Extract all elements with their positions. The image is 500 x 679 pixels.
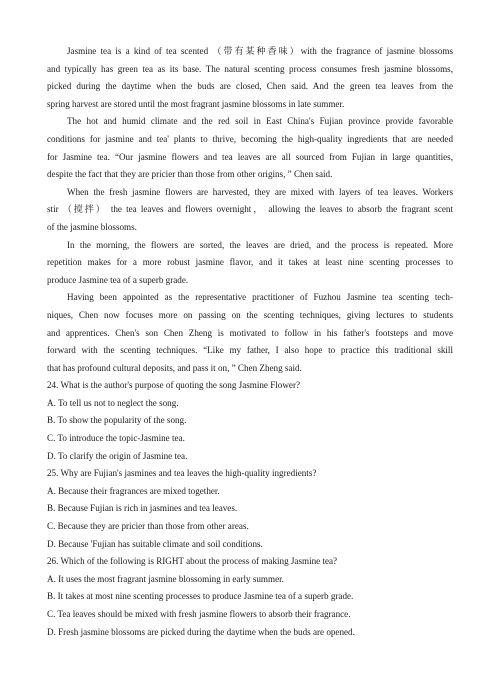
paragraph-3 [47,184,453,237]
paragraph-5 [47,289,453,377]
text-line: forward with the scenting techniques. “Like my father, I also hope to practice this traditional skill [47,345,453,356]
reading-passage [47,43,453,377]
answer-option-d[interactable]: D. To clarify the origin of Jasmine tea. [47,450,188,461]
answer-option-d[interactable]: D. Fresh jasmine blossoms are picked during the daytime when the buds are opened. [47,626,355,637]
answer-option-d[interactable]: D. Because 'Fujian has suitable climate and soil conditions. [47,538,263,549]
answer-option-c[interactable]: C. Because they are pricier than those from other areas. [47,521,249,532]
answer-option-c[interactable]: C. Tea leaves should be mixed with fresh jasmine flowers to absorb their fragrance. [47,609,351,619]
question-26 [47,553,453,641]
answer-option-a[interactable]: A. To tell us not to neglect the song. [47,397,179,408]
answer-option-b[interactable]: B. To show the popularity of the song. [47,415,187,426]
text-line: repetition makes for a more robust jasmine flavor, and it takes at least nine scenting processes to [47,257,453,268]
answer-option-a[interactable]: A. It uses the most fragrant jasmine blossoming in early summer. [47,573,284,584]
question-stem: 25. Why are Fujian's jasmines and tea leaves the high-quality ingredients? [47,468,317,479]
paragraph-4 [47,237,453,290]
text-line: that has profound cultural deposits, and pass it on, ” Chen Zheng said. [47,362,302,373]
text-line: and apprentices. Chen's son Chen Zheng is motivated to follow in his father's footsteps and move [47,327,453,338]
text-line: When the fresh jasmine flowers are harvested, they are mixed with layers of tea leaves. Workers [67,186,453,197]
text-line: Jasmine tea is a kind of tea scented （带有某种香味）with the fragrance of jasmine blossoms [67,46,453,56]
text-line: conditions for jasmine and tea' plants to thrive, becoming the high-quality ingredients that are needed [47,133,453,144]
answer-option-b[interactable]: B. Because Fujian is rich in jasmines and tea leaves. [47,503,238,514]
paragraph-1 [47,43,453,113]
text-line: In the morning, the flowers are sorted, the leaves are dried, and the process is repeated. More [67,239,453,250]
question-stem: 24. What is the author's purpose of quoting the song Jasmine Flower? [47,380,301,391]
paragraph-2 [47,113,453,183]
question-stem: 26. Which of the following is RIGHT about the process of making Jasmine tea? [47,556,338,567]
question-24 [47,377,453,465]
text-line: of the jasmine blossoms. [47,221,137,232]
text-line: Having been appointed as the representative practitioner of Fuzhou Jasmine tea scenting tech- [67,292,453,303]
text-line: produce Jasmine tea of a superb grade. [47,274,189,285]
answer-option-a[interactable]: A. Because their fragrances are mixed together. [47,485,220,496]
text-line: niques, Chen now focuses more on passing on the scenting techniques, giving lectures to students [47,309,453,320]
text-line: for Jasmine tea. “Our jasmine flowers and tea leaves are all sourced from Fujian in large quantities, [47,151,453,162]
answer-option-c[interactable]: C. To introduce the topic-Jasmine tea. [47,433,185,444]
text-line: and typically has green tea as its base. The natural scenting process consumes fresh jasmine blossoms, [47,63,453,74]
text-line: stir （搅拌） the tea leaves and flowers overnight， allowing the leaves to absorb the fragrant scent [47,204,453,215]
text-line: despite the fact that they are pricier than those from other origins, ” Chen said. [47,169,333,180]
question-25 [47,465,453,553]
text-line: The hot and humid climate and the red soil in East China's Fujian province provide favorable [67,116,453,127]
text-line: spring harvest are stored until the most fragrant jasmine blossoms in late summer. [47,98,345,109]
answer-option-b[interactable]: B. It takes at most nine scenting processes to produce Jasmine tea of a superb grade. [47,591,354,602]
text-line: picked during the daytime when the buds are closed, Chen said. And the green tea leaves from the [47,81,453,92]
